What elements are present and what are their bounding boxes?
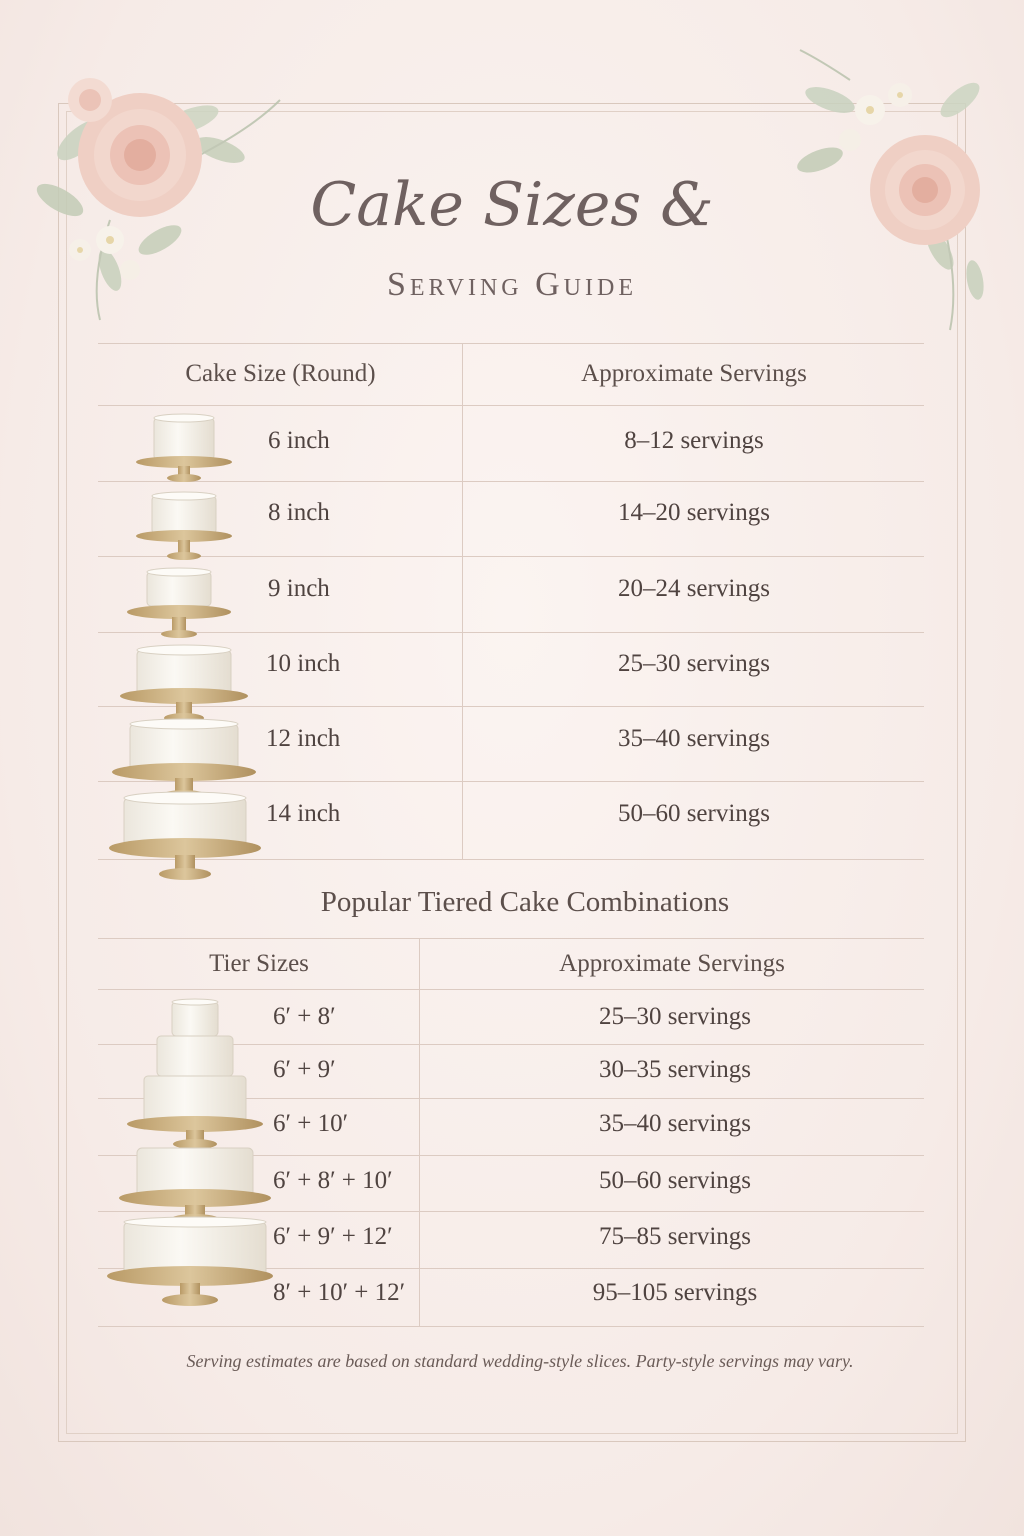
cake-size: 10 inch [266,650,341,677]
cake-size: 8 inch [268,499,330,526]
table-row [98,482,924,557]
table-row [98,405,924,482]
tier-sizes: 6′ + 8′ [273,1003,336,1030]
serving-count: 25–30 servings [617,650,771,677]
serving-count: 50–60 servings [598,1167,752,1194]
serving-count: 35–40 servings [617,725,771,752]
column-header-size: Cake Size (Round) [185,360,376,387]
tier-sizes: 6′ + 9′ [273,1056,336,1083]
serving-count: 25–30 servings [598,1003,752,1030]
table-row [98,1045,924,1099]
serving-count: 30–35 servings [598,1056,752,1083]
table-row [98,633,924,707]
table-row [98,1156,924,1212]
serving-count: 50–60 servings [617,800,771,827]
tier-sizes: 6′ + 10′ [273,1110,349,1137]
column-header-servings: Approximate Servings [581,360,807,387]
page-subtitle: Serving Guide [386,266,637,303]
table-row [98,1099,924,1156]
cake-size: 12 inch [266,725,341,752]
serving-count: 75–85 servings [598,1223,752,1250]
table-header-row [98,343,924,406]
serving-count: 20–24 servings [617,575,771,602]
table-row [98,782,924,860]
column-divider [419,938,420,1326]
tiered-section-title: Popular Tiered Cake Combinations [320,886,730,918]
footnote: Serving estimates are based on standard wedding-style slices. Party-style servings may vary. [186,1351,854,1371]
table-row [98,557,924,633]
table-row [98,1269,924,1327]
tier-sizes: 8′ + 10′ + 12′ [273,1279,406,1306]
serving-count: 8–12 servings [624,427,764,454]
serving-count: 95–105 servings [592,1279,758,1306]
column-header-tiers: Tier Sizes [209,950,309,977]
table-row [98,707,924,782]
tiered-cake-table [98,938,924,1328]
cake-size: 9 inch [268,575,330,602]
page-title: Cake Sizes & [310,170,714,240]
serving-count: 35–40 servings [598,1110,752,1137]
table-row [98,1212,924,1269]
table-row [98,989,924,1045]
cake-size: 6 inch [268,427,330,454]
tier-sizes: 6′ + 8′ + 10′ [273,1167,393,1194]
column-header-servings: Approximate Servings [559,950,785,977]
cake-size: 14 inch [266,800,341,827]
column-divider [462,343,463,859]
tier-sizes: 6′ + 9′ + 12′ [273,1223,393,1250]
round-cake-table [98,343,924,860]
serving-count: 14–20 servings [617,499,771,526]
table-header-row [98,938,924,990]
